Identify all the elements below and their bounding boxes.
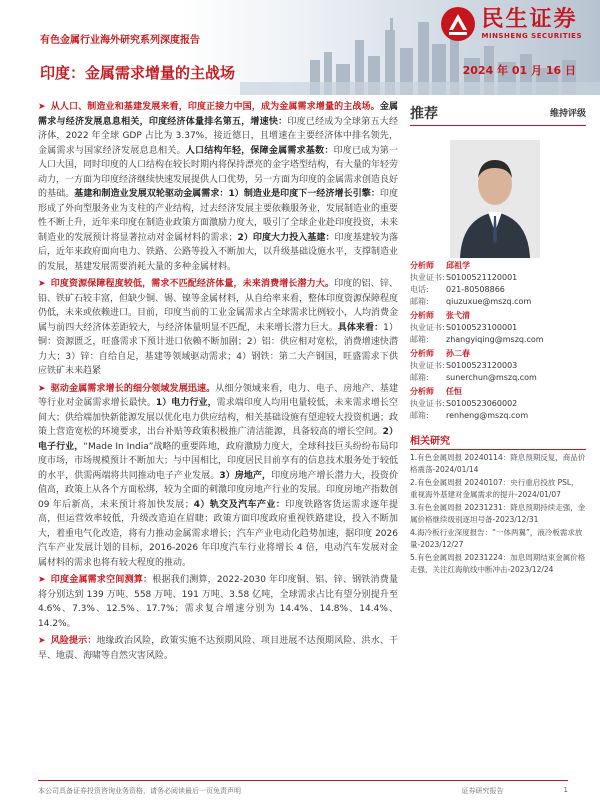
paragraph-lead: 印度金属需求空间测算： <box>50 575 153 585</box>
analyst-field-label: 邮箱: <box>410 335 429 344</box>
analyst-card <box>410 260 586 308</box>
analyst-field-label: 邮箱: <box>410 297 429 306</box>
footer-divider <box>38 780 568 781</box>
analyst-field-value: zhangyiqing@mszq.com <box>446 335 544 344</box>
logo-name-en: MINSHENG SECURITIES <box>481 32 582 40</box>
analyst-field-label: 电话: <box>410 285 429 294</box>
page-number: 1 <box>563 786 568 794</box>
paragraph-text: 4）轨交及汽车产业： <box>193 499 286 510</box>
paragraph-text: 印度形成了外向型服务业为支柱的产业结构，过去经济发展主要依赖服务业，发展制造业的重要性不断上升，近年来印度在制造业政策方面激励力度大，吸引了全球企业赴印度投资，未来制造业的发展预计将显著拉动对金属材料的需求； <box>38 189 399 243</box>
report-date: 2024 年 01 月 16 日 <box>462 64 576 77</box>
paragraph-text: 印度的铝、锌、铅、铁矿石较丰富，但缺少铜、锡、镍等金属材料，从自给率来看，整体印度资源保障程度仍低，未来或依赖进口。目前，印度当前的工业金属需求占全球需求比例较小，人均消费金属与前四大经济体差距较大，与经济体量明显不匹配，未来增长潜力巨大。 <box>38 279 399 333</box>
paragraph-text: 3）房地产， <box>219 470 272 481</box>
logo-name-cn: 民生证券 <box>481 7 578 32</box>
paragraph-text: 印度已经成为全球第五大经济体，2022 年全球 GDP 占比为 3.37%，接近德日，且增速在主要经济体中排名领先，金属需求与国家经济发展息息相关。 <box>38 116 398 156</box>
related-research-item[interactable]: 3.有色金属周报 20231231：降息预期持续走强，金属价格继续级别逐坦号备-2023/12/31 <box>410 503 586 524</box>
main-body <box>38 100 398 666</box>
bullet-arrow-icon: ➤ <box>38 279 46 289</box>
paragraph-text: 印度铁路客货运需求逐年提高，但运营效率较低，升级改造迫在眉睫；政策方面印度政府重视铁路建设，投入不断加大，着重电气化改造，将有力推动金属需求增长；汽车产业电动化趋势加速，据印度 2026 汽车产业发展计划的目标，2016-2026 年印度汽车行业将增长 4 倍，电动汽车发展对金属材料的需求也将有较大程度的推动。 <box>38 499 398 568</box>
analyst-card <box>410 310 586 346</box>
report-series: 有色金属行业海外研究系列深度报告 <box>40 35 200 46</box>
related-research-item[interactable]: 5.有色金属周报 20231224：加息周期结束金属价格走强，关注红海航线中断冲击-2023/12/24 <box>410 553 586 574</box>
analyst-list <box>410 260 586 422</box>
analyst-field-label: 邮箱: <box>410 411 429 420</box>
paragraph-text: 具体来看： <box>337 322 384 333</box>
paragraph-text: 人口结构年轻，保障金属需求基数： <box>185 145 334 156</box>
paragraph-text: 印度房地产增长潜力大，投资价值高，政策上从各个方面松绑，较为全面的刺激印度房地产行业的发展。印度房地产指数创 09 年后新高，未来预计将加快发展； <box>38 470 399 510</box>
paragraph-text: 金属需求与经济发展息息相关，印度经济体量排名第五，增速快： <box>38 102 398 127</box>
analyst-name: 任恒 <box>446 387 462 396</box>
related-research-title: 相关研究 <box>410 432 586 450</box>
paragraph-text: “Made In India”战略的重要阵地，政府激励力度大，全球科技巨头纷纷布局印度市场，市场规模预计不断加大；与中国相比，印度居民目前享有的信息技术服务处于较低的水平，供需两端将共同推动电子产业发展。 <box>38 441 399 481</box>
paragraph-text: 2）电子行业， <box>38 427 398 452</box>
disclaimer-note: 本公司具备证券投资咨询业务资格，请务必阅读最后一页免责声明 <box>38 787 241 795</box>
bullet-arrow-icon: ➤ <box>38 102 46 112</box>
footer <box>38 786 568 796</box>
analyst-role: 分析师 <box>410 311 434 320</box>
paragraph-text: 地缘政治风险，政策实施不达预期风险、项目进展不达预期风险、洪水、干旱、地震、海啸等自然灾害风险。 <box>38 636 398 661</box>
analyst-role: 分析师 <box>410 349 434 358</box>
paragraph-lead: 风险提示： <box>50 636 97 646</box>
analyst-photo <box>450 140 540 258</box>
analyst-name: 邱祖学 <box>446 261 470 270</box>
bullet-arrow-icon: ➤ <box>38 636 46 646</box>
person-portrait-icon <box>450 140 540 258</box>
paragraph-text: 2）印度大力投入基建： <box>237 232 335 243</box>
analyst-field-value: S0100523060002 <box>446 399 518 408</box>
paragraph-text: 1）铜：资源匮乏，旺盛需求下预计进口依赖不断加剧；2）铝：供应相对宽松，消费增速快潜力大；3）锌：自给自足，基建等领域驱动需求；4）钢铁：第二大产钢国，旺盛需求下供应铁矿未来趋紧 <box>38 322 398 376</box>
summary-paragraph <box>38 277 398 379</box>
footer-category: 证券研究报告 <box>461 787 504 795</box>
bullet-arrow-icon: ➤ <box>38 575 46 585</box>
bullet-arrow-icon: ➤ <box>38 383 46 394</box>
analyst-field-label: 执业证书: <box>410 323 445 332</box>
related-research-list <box>410 452 586 575</box>
analyst-card <box>410 348 586 384</box>
analyst-field-value: 021-80508866 <box>446 285 505 294</box>
analyst-field-value: S0100521120001 <box>446 273 518 282</box>
analyst-field-value: S0100523120003 <box>446 361 518 370</box>
recommendation-row <box>410 100 586 126</box>
summary-paragraph <box>38 573 398 631</box>
analyst-role: 分析师 <box>410 261 434 270</box>
sidebar <box>410 100 586 575</box>
analyst-field-value: qiuzuxue@mszq.com <box>446 297 532 306</box>
paragraph-lead: 从人口、制造业和基建发展来看，印度正接力中国，成为金属需求增量的主战场。 <box>50 102 380 112</box>
recommendation: 推荐 <box>410 105 438 122</box>
summary-paragraph <box>38 100 398 274</box>
related-research-item[interactable]: 4.海冷板行业深度报告：“一体两翼”，液冷板需求放量-2023/12/27 <box>410 528 583 549</box>
analyst-field-value: renheng@mszq.com <box>446 411 529 420</box>
paragraph-text: 印度基建较为落后，近年来政府面向电力、铁路、公路等投入不断加大，以升级基础设施水平，支撑制造业的发展，基建发展需要消耗大量的多种金属材料。 <box>38 232 399 272</box>
summary-paragraph <box>38 382 398 571</box>
related-research-item[interactable]: 1.有色金属周报 20240114：降息预期反复，商品价格震荡-2024/01/14 <box>410 453 586 474</box>
paragraph-lead: 印度资源保障程度较低，需求不匹配经济体量，未来消费增长潜力大。 <box>50 279 335 289</box>
company-logo <box>440 6 583 42</box>
report-title: 印度：金属需求增量的主战场 <box>40 64 236 82</box>
analyst-card <box>410 386 586 422</box>
paragraph-text: 印度已成为第一人口大国，同时印度的人口结构在较长时期内将保持漂亮的金字塔型结构，有大量的年轻劳动力，一方面为印度经济继续快速发展提供人口优势，另一方面为印度的金属需求创造良好的基础。 <box>38 145 399 199</box>
analyst-field-value: sunerchun@mszq.com <box>446 373 537 382</box>
analyst-name: 张弋清 <box>446 311 470 320</box>
analyst-field-label: 执业证书: <box>410 361 445 370</box>
summary-paragraph <box>38 634 398 663</box>
paragraph-text: 根据我们测算，2022-2030 年印度铜、铝、锌、钢铁消费量将分别达到 139 万吨、558 万吨、191 万吨、3.58 亿吨，全球需求占比有望分别提升至 4.6%、7.3%、12.5%、17.7%；需求复合增速分别为 14.4%、14.8%、14.4%、14.2%。 <box>38 575 398 629</box>
paragraph-text: 基建和制造业发展双轮驱动金属需求：1）制造业是印度下一经济增长引擎： <box>74 189 380 199</box>
analyst-role: 分析师 <box>410 387 434 396</box>
rating: 维持评级 <box>549 109 586 119</box>
analyst-field-label: 执业证书: <box>410 273 445 282</box>
paragraph-text: 需求端印度人均用电量较低，未来需求增长空间大；供给端加快新能源发展以优化电力供应结构，相关基础设施有望迎较大投资机遇；政策上营造宽松的环境要求，出台补贴等政策积极推广清洁能源，具备较高的增长空间。 <box>38 398 399 437</box>
analyst-field-value: S0100523100001 <box>446 323 518 332</box>
related-research-item[interactable]: 2.有色金属周报 20240107：央行重启投放 PSL，重视海外基建对金属需求的提升-2024/01/07 <box>410 478 579 499</box>
paragraph-text: 从细分领域来看，电力、电子、房地产、基建等行业对金属需求增长最快。 <box>38 383 398 408</box>
paragraph-text: 1）电力行业， <box>155 398 217 408</box>
paragraph-lead: 驱动金属需求增长的细分领域发展迅速。 <box>50 383 216 394</box>
header-banner <box>0 0 600 95</box>
analyst-name: 孙二春 <box>446 349 470 358</box>
logo-mark-icon <box>440 6 476 42</box>
analyst-field-label: 邮箱: <box>410 373 429 382</box>
analyst-field-label: 执业证书: <box>410 399 445 408</box>
